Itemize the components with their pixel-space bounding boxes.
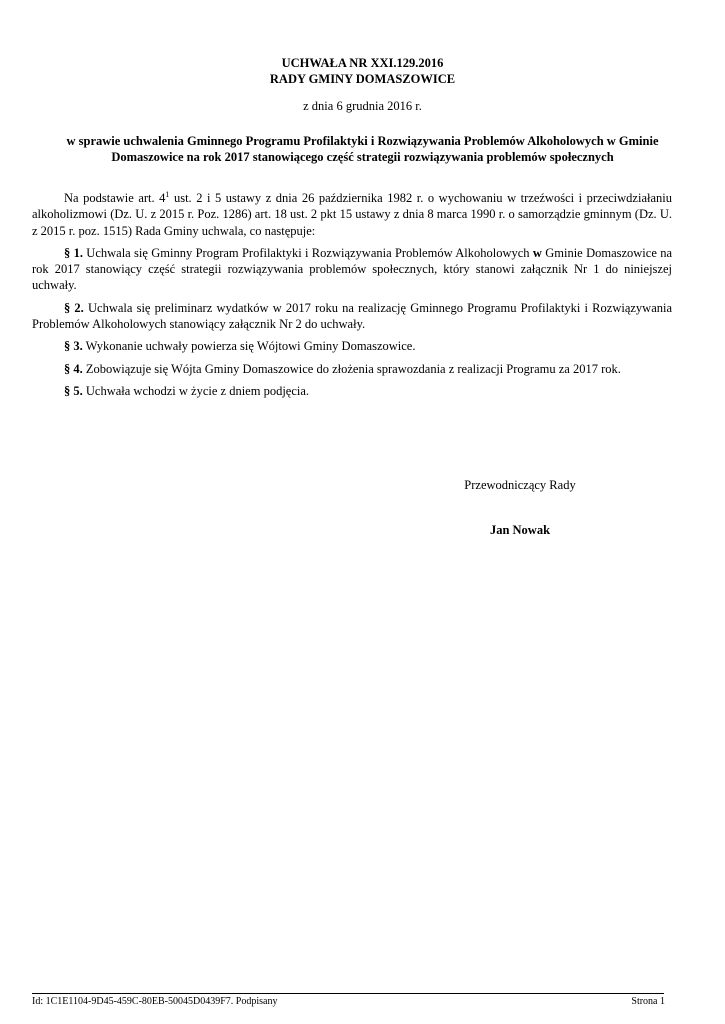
section-2: § 2. Uchwala się preliminarz wydatków w 2017 roku na realizację Gminnego Programu Profilaktyki i Rozwiązywania Problemów Alkoholowych stanowiący załącznik Nr 2 do uchwały. bbox=[32, 300, 673, 332]
resolution-subject: w sprawie uchwalenia Gminnego Programu Profilaktyki i Rozwiązywania Problemów Alkoholowych w Gminie Domaszowice na rok 2017 stanowiącego część strategii rozwiązywania problemów społecznych bbox=[66, 134, 659, 164]
resolution-body bbox=[32, 190, 672, 405]
preamble: Na podstawie art. $4^1$ ust. 2 i 5 ustawy z dnia 26 października 1982 r. o wychowaniu w trzeźwości i przeciwdziałaniu alkoholizmowi (Dz. U. z 2015 r. Poz. 1286) art. 18 ust. 2 pkt 15 ustawy z dnia 8 marca 1990 r. o samorządzie gminnym (Dz. U. z 2015 r. poz. 1515) Rada Gminy uchwala, co następuje: bbox=[32, 189, 672, 238]
footer-page-number: Strona 1 bbox=[631, 996, 665, 1007]
resolution-date: z dnia 6 grudnia 2016 r. bbox=[303, 99, 422, 113]
section-4: § 4. Zobowiązuje się Wójta Gminy Domaszowice do złożenia sprawozdania z realizacji Programu za 2017 rok. bbox=[64, 361, 621, 376]
section-number: § 5. bbox=[64, 383, 83, 398]
footer-divider bbox=[32, 993, 664, 994]
resolution-title bbox=[0, 55, 725, 87]
title-line-2: RADY GMINY DOMASZOWICE bbox=[269, 72, 456, 86]
section-5: § 5. Uchwała wchodzi w życie z dniem podjęcia. bbox=[64, 383, 310, 398]
footer-document-id: Id: 1C1E1104-9D45-459C-80EB-50045D0439F7. Podpisany bbox=[32, 996, 278, 1007]
title-line-1: UCHWAŁA NR XXI.129.2016 bbox=[281, 56, 444, 70]
signature-role: Przewodniczący Rady bbox=[464, 478, 576, 492]
signature-name: Jan Nowak bbox=[489, 523, 551, 537]
section-number: § 3. bbox=[64, 339, 83, 354]
section-3: § 3. Wykonanie uchwały powierza się Wójtowi Gminy Domaszowice. bbox=[64, 339, 416, 354]
section-number: § 1. bbox=[64, 245, 83, 260]
section-number: § 4. bbox=[64, 361, 83, 376]
section-number: § 2. bbox=[64, 300, 84, 315]
section-1: § 1. Uchwala się Gminny Program Profilaktyki i Rozwiązywania Problemów Alkoholowych w Gminie Domaszowice na rok 2017 stanowiący część strategii rozwiązywania problemów społecznych, który stanowi załącznik Nr 1 do niniejszej uchwały. bbox=[32, 245, 672, 293]
